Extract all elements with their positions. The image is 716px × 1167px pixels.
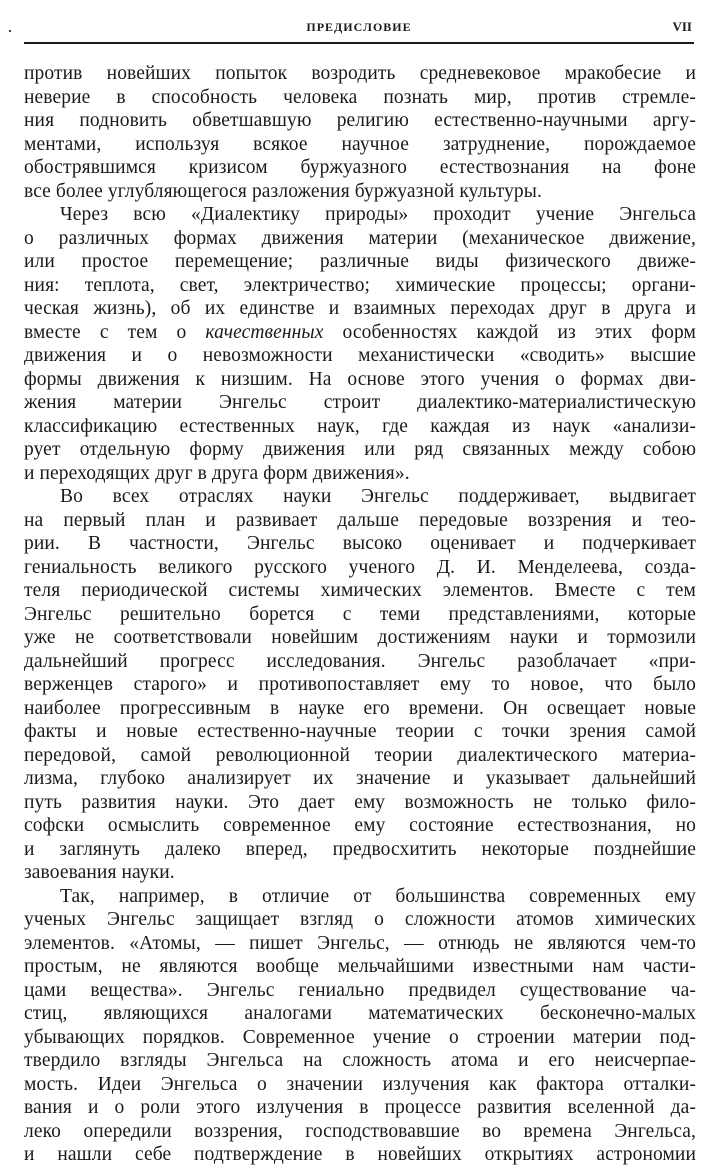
text-line: неверие в способность человека познать мир, против стремле- — [24, 86, 696, 108]
text-line: ученых Энгельс защищает взгляд о сложности атомов химических — [24, 909, 696, 930]
text-line: формы движения к низшим. На основе этого учения о формах дви- — [24, 368, 696, 390]
text-line: жения материи Энгельс строит диалектико-материалистическую — [24, 392, 696, 413]
paragraph — [24, 203, 696, 485]
text-line: обострявшимся кризисом буржуазного естествознания на фоне — [24, 157, 696, 178]
text-line: уже не соответствовали новейшим достижениям науки и тормозили — [24, 627, 696, 648]
text-line: ментами, используя всякое научное затруднение, порождаемое — [24, 133, 696, 155]
text-line: Во всех отраслях науки Энгельс поддерживает, выдвигает — [60, 486, 696, 507]
text-line: Так, например, в отличие от большинства современных ему — [60, 885, 696, 907]
text-line: теля периодической системы химических элементов. Вместе с тем — [24, 580, 696, 601]
body-text — [24, 62, 696, 1167]
text-line: дальнейший прогресс исследования. Энгельс разоблачает «при- — [24, 650, 696, 672]
text-line: классификацию естественных наук, где каждая из наук «анализи- — [24, 415, 696, 437]
text-line: вместе с тем о качественных особенностях каждой из этих форм — [24, 321, 696, 343]
text-line: элементов. «Атомы, — пишет Энгельс, — отнюдь не являются чем-то — [24, 932, 696, 954]
paragraph — [24, 485, 696, 885]
italic-emphasis: качественных — [205, 321, 324, 343]
text-line: леко опередили воззрения, господствовавшие во времена Энгельса, — [24, 1120, 696, 1142]
text-line: и заглянуть далеко вперед, предвосхитить некоторые позднейшие — [24, 838, 696, 860]
text-line: и переходящих друг в друга форм движения». — [24, 462, 410, 484]
text-line: рует отдельную форму движения или ряд связанных между собою — [24, 439, 696, 460]
text-line: ния: теплота, свет, электричество; химические процессы; органи- — [24, 274, 696, 296]
text-line: завоевания науки. — [24, 862, 175, 883]
text-line: против новейших попыток возродить средневековое мракобесие и — [24, 63, 696, 84]
paragraph — [24, 62, 696, 203]
text-line: все более углубляющегося разложения буржуазной культуры. — [24, 180, 542, 202]
text-line: мость. Идеи Энгельса о значении излучения как фактора отталки- — [24, 1073, 696, 1095]
running-title: ПРЕДИСЛОВИЕ — [306, 20, 412, 34]
text-line: стиц, являющихся аналогами математических бесконечно-малых — [24, 1003, 696, 1024]
text-line: убывающих порядков. Современное учение о строении материи под- — [24, 1026, 696, 1048]
text-line: ческая жизнь), об их единстве и взаимных переходах друг в друга и — [24, 298, 696, 319]
text-line: Энгельс решительно борется с теми представлениями, которые — [24, 603, 696, 625]
text-line: гениальность великого русского ученого Д. И. Менделеева, созда- — [24, 556, 696, 578]
page-number: VII — [672, 19, 692, 34]
page-header — [24, 14, 694, 44]
text-line: простым, не являются вообще мельчайшими известными нам части- — [24, 956, 696, 977]
text-line: ния подновить обветшавшую религию естественно-научными аргу- — [24, 110, 696, 131]
text-line: наиболее прогрессивным в науке его времени. Он освещает новые — [24, 697, 696, 719]
text-line: верженцев старого» и противопоставляет ему то новое, что было — [24, 674, 696, 695]
text-line: Через всю «Диалектику природы» проходит учение Энгельса — [60, 204, 696, 225]
text-line: или простое перемещение; различные виды физического движе- — [24, 251, 696, 272]
margin-speck — [9, 30, 11, 32]
text-line: софски осмыслить современное ему состояние естествознания, но — [24, 815, 696, 836]
text-line: передовой, самой революционной теории диалектического материа- — [24, 744, 696, 766]
text-line: на первый план и развивает дальше передовые воззрения и тео- — [24, 509, 696, 531]
text-line: цами вещества». Энгельс гениально предвидел существование ча- — [24, 979, 696, 1001]
text-line: о различных формах движения материи (механическое движение, — [24, 227, 696, 249]
text-line: путь развития науки. Это дает ему возможность не только фило- — [24, 791, 696, 813]
text-line: факты и новые естественно-научные теории с точки зрения самой — [24, 721, 696, 742]
paragraph — [24, 885, 696, 1167]
text-line: рии. В частности, Энгельс высоко оценивает и подчеркивает — [24, 533, 696, 554]
text-line: и нашли себе подтверждение в новейших открытиях астрономии — [24, 1144, 696, 1165]
text-line: вания и о роли этого излучения в процессе развития вселенной да- — [24, 1097, 696, 1118]
text-line: лизма, глубоко анализирует их значение и указывает дальнейший — [24, 768, 696, 789]
text-line: твердило взгляды Энгельса на сложность атома и его неисчерпае- — [24, 1050, 696, 1071]
text-line: движения и о невозможности механистически «сводить» высшие — [24, 345, 696, 366]
